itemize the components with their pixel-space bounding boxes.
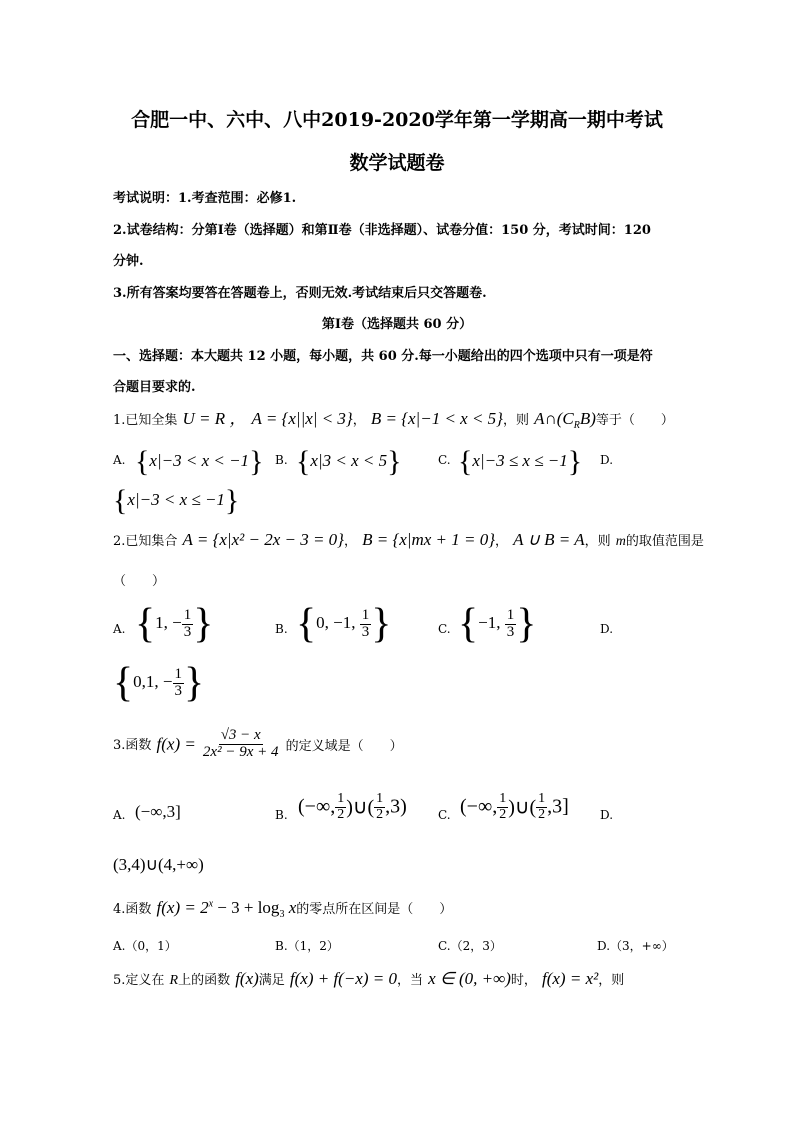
question-number: 1. [113,413,126,428]
q1-option-a: {x|−3 < x < −1} [135,445,264,478]
option-label-a: A. [113,808,126,822]
option-label-c: C. [438,808,451,822]
q1-option-c: {x|−3 ≤ x ≤ −1} [458,445,583,478]
section-heading: 第Ⅰ卷（选择题共 60 分） [321,317,473,332]
option-label-d: D. [600,808,614,822]
q2-option-a: {1, − $\frac{1}{3}$ } [135,601,214,647]
q2-option-c: {−1, $\frac{1}{3}$ } [458,601,537,647]
q4-option-b: B.（1，2） [275,939,339,953]
answer-paren: （ ） [113,574,166,589]
section-description: 一、选择题：本大题共 12 小题，每小题，共 60 分.每一小题给出的四个选项中只有一项是符 [113,349,653,364]
option-label-d: D. [600,453,614,467]
question-number: 5. [113,973,126,988]
option-label-b: B. [275,808,288,822]
question-2-stem: 2.已知集合 A = {x|x² − 2x − 3 = 0}， B = {x|mx + 1 = 0}， A ∪ B = A，则 m的取值范围是 [113,530,704,549]
option-label-b: B. [275,453,288,467]
q4-option-c: C.（2，3） [438,939,502,953]
instruction-line-1: 考试说明：1.考查范围：必修1. [113,191,297,206]
exam-subtitle: 数学试题卷 [349,152,445,174]
q1-option-d: {x|−3 < x ≤ −1} [113,484,240,517]
instruction-line-3: 3.所有答案均要答在答题卷上，否则无效.考试结束后只交答题卷. [113,286,487,301]
q2-option-b: {0, −1, $\frac{1}{3}$ } [296,601,392,647]
instruction-line-2-cont: 分钟. [113,254,144,269]
instruction-line-2: 2.试卷结构：分第Ⅰ卷（选择题）和第Ⅱ卷（非选择题）、试卷分值：150 分，考试时间：120 [113,223,651,238]
q4-option-a: A.（0，1） [113,939,177,953]
question-1-stem: 1.已知全集 U = R ， A = {x||x| < 3}， B = {x|−1 < x < 5}，则 $A\cap(C_RB)$等于（ ） [113,409,674,432]
q4-option-d: D.（3，+∞） [597,939,674,953]
q3-fraction: $\frac{√3 - x}{\text{2x² − 9x + 4}}$ [202,727,279,760]
question-number: 3. [113,737,126,753]
section-description-cont: 合题目要求的. [113,380,196,395]
exam-title: 合肥一中、六中、八中2019-2020学年第一学期高一期中考试 [131,109,663,131]
question-4-stem: 4.函数 $f(x) = 2^x - 3 + \log_3 x$的零点所在区间是（ ） [113,898,453,921]
option-label-d: D. [600,622,614,636]
question-5-stem: 5.定义在 R上的函数 f(x)满足 f(x) + f(−x) = 0，当 x ∈ (0, +∞)时， f(x) = x²，则 [113,969,625,988]
question-number: 2. [113,534,126,549]
question-3-stem: 3.函数 f(x) = $\frac{√3 - x}{\text{2x² − 9x + 4}}$ 的定义域是（ ） [113,727,403,760]
option-label-b: B. [275,622,288,636]
option-label-a: A. [113,622,126,636]
q3-option-c: (−∞, $\frac{1}{2}$ )∪( $\frac{1}{2}$ ,3] [460,791,569,822]
q1-option-b: {x|3 < x < 5} [296,445,402,478]
option-label-a: A. [113,453,126,467]
question-number: 4. [113,902,126,917]
option-label-c: C. [438,622,451,636]
q3-option-d: (3,4)∪(4,+∞) [113,855,204,874]
option-label-c: C. [438,453,451,467]
q3-option-b: (−∞, $\frac{1}{2}$ )∪( $\frac{1}{2}$ ,3) [298,791,407,822]
q3-option-a: (−∞,3] [135,802,181,821]
q2-option-d: {0,1, − $\frac{1}{3}$ } [113,660,205,706]
